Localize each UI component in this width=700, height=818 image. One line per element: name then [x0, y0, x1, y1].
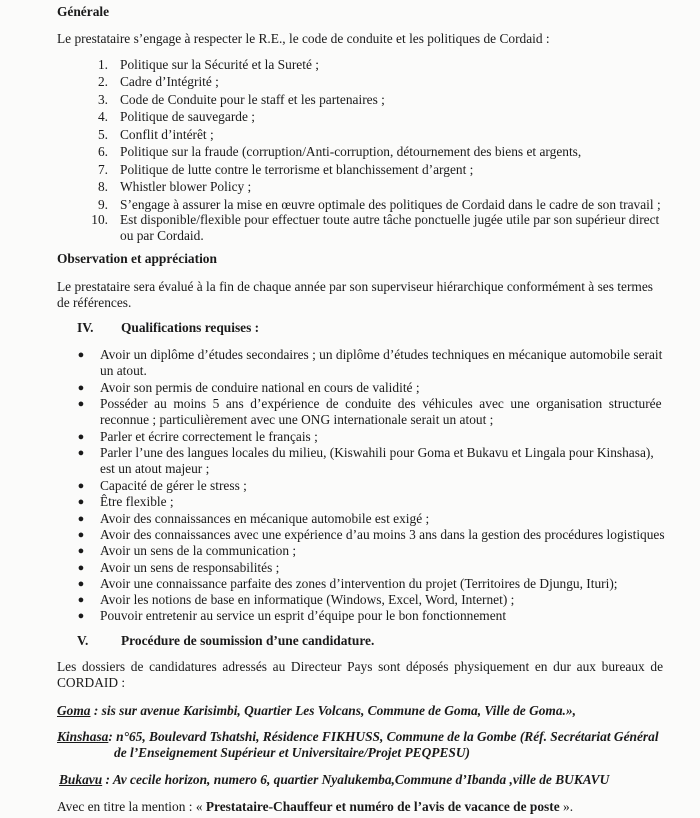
item-text: Avoir une connaissance parfaite des zones d’intervention du projet (Territoires de Djungu, Ituri);	[100, 576, 618, 591]
general-intro: Le prestataire s’engage à respecter le R.E., le code de conduite et les politiques de Cordaid :	[57, 31, 550, 46]
office-address-goma: : sis sur avenue Karisimbi, Quartier Les Volcans, Commune de Goma, Ville de Goma.»,	[90, 703, 576, 718]
item-text: Politique de sauvegarde ;	[120, 109, 255, 124]
item-text: Avoir des connaissances en mécanique automobile est exigé ;	[100, 511, 430, 526]
item-number: 2.	[97, 74, 108, 89]
bullet-icon: ●	[77, 349, 85, 361]
item-text: Avoir des connaissances avec une expérience d’au moins 3 ans dans la gestion des procédures logistiques	[100, 527, 665, 542]
item-text-continuation: ou par Cordaid.	[120, 228, 204, 243]
item-text: Capacité de gérer le stress ;	[100, 478, 247, 493]
bullet-icon: ●	[77, 562, 85, 574]
item-number: 9.	[97, 197, 108, 212]
bullet-icon: ●	[77, 545, 85, 557]
item-number: 3.	[97, 92, 108, 107]
item-text: Avoir un diplôme d’études secondaires ; un diplôme d’études techniques en mécanique automobile serait	[100, 347, 663, 362]
observation-text-line1: Le prestataire sera évalué à la fin de chaque année par son superviseur hiérarchique conformément à ses termes	[57, 279, 653, 294]
item-text-continuation: est un atout majeur ;	[100, 461, 210, 476]
mention-line	[57, 799, 573, 815]
procedure-intro-line1: Les dossiers de candidatures adressés au Directeur Pays sont déposés physiquement en dur aux bureaux de	[57, 659, 664, 674]
office-city-goma: Goma	[57, 703, 91, 718]
item-text: Politique sur la Sécurité et la Sureté ;	[120, 57, 319, 72]
item-text: Politique de lutte contre le terrorisme et blanchissement d’argent ;	[120, 162, 474, 177]
bullet-icon: ●	[77, 513, 85, 525]
office-city-kinshasa: Kinshasa	[57, 729, 109, 744]
item-text: Politique sur la fraude (corruption/Anti-corruption, détournement des biens et argents,	[120, 144, 582, 159]
observation-text-line2: de références.	[57, 295, 132, 310]
item-text: Avoir les notions de base en informatique (Windows, Excel, Word, Internet) ;	[100, 592, 515, 607]
bullet-icon: ●	[77, 447, 85, 459]
observation-heading: Observation et appréciation	[57, 251, 217, 266]
item-text: Whistler blower Policy ;	[120, 179, 252, 194]
item-number: 4.	[97, 109, 108, 124]
item-text-continuation: un atout.	[100, 363, 147, 378]
item-number: 5.	[97, 127, 108, 142]
section-numeral-v: V.	[77, 633, 89, 648]
office-kinshasa	[57, 729, 659, 745]
office-bukavu	[59, 772, 609, 788]
office-city-bukavu: Bukavu	[59, 772, 103, 787]
item-text: Posséder au moins 5 ans d’expérience de conduite des véhicules avec une organisation structurée	[100, 396, 662, 411]
item-number: 8.	[97, 179, 108, 194]
office-address-bukavu: : Av cecile horizon, numero 6, quartier Nyalukemba,Commune d’Ibanda ,ville de BUKAVU	[102, 772, 610, 787]
procedure-intro-line2: CORDAID :	[57, 675, 126, 690]
bullet-icon: ●	[77, 578, 85, 590]
mention-prefix: Avec en titre la mention : «	[57, 799, 206, 814]
office-goma	[57, 703, 576, 719]
item-text: Conflit d’intérêt ;	[120, 127, 214, 142]
procedure-heading: Procédure de soumission d’une candidature.	[121, 633, 375, 648]
bullet-icon: ●	[77, 480, 85, 492]
item-text: Parler et écrire correctement le français ;	[100, 429, 318, 444]
item-text: Cadre d’Intégrité ;	[120, 74, 219, 89]
bullet-icon: ●	[77, 496, 85, 508]
mention-title: Prestataire-Chauffeur et numéro de l’avis de vacance de poste	[205, 799, 560, 814]
item-text: Avoir un sens de responsabilités ;	[100, 560, 280, 575]
mention-suffix: ».	[559, 799, 574, 814]
section-numeral-iv: IV.	[77, 320, 94, 335]
bullet-icon: ●	[77, 610, 85, 622]
item-text: Avoir un sens de la communication ;	[100, 543, 297, 558]
item-number: 10.	[91, 212, 108, 227]
bullet-icon: ●	[77, 398, 85, 410]
qualifications-heading: Qualifications requises :	[121, 320, 260, 335]
item-text: Est disponible/flexible pour effectuer toute autre tâche ponctuelle jugée utile par son supérieur direct	[120, 212, 660, 227]
bullet-icon: ●	[77, 382, 85, 394]
item-number: 7.	[97, 162, 108, 177]
bullet-icon: ●	[77, 529, 85, 541]
item-number: 6.	[97, 144, 108, 159]
item-text: Code de Conduite pour le staff et les partenaires ;	[120, 92, 385, 107]
general-heading: Générale	[57, 4, 110, 19]
item-number: 1.	[97, 57, 108, 72]
item-text: Être flexible ;	[100, 494, 174, 509]
item-text: S’engage à assurer la mise en œuvre optimale des politiques de Cordaid dans le cadre de son travail ;	[120, 197, 661, 212]
item-text: Parler l’une des langues locales du milieu, (Kiswahili pour Goma et Bukavu et Lingala pour Kinshasa),	[100, 445, 654, 460]
item-text: Avoir son permis de conduire national en cours de validité ;	[100, 380, 420, 395]
item-text: Pouvoir entretenir au service un esprit d’équipe pour le bon fonctionnement	[100, 608, 507, 623]
bullet-icon: ●	[77, 431, 85, 443]
bullet-icon: ●	[77, 594, 85, 606]
office-address-kinshasa-line2: de l’Enseignement Supérieur et Universitaire/Projet PEQPESU)	[114, 745, 470, 760]
office-address-kinshasa: : n°65, Boulevard Tshatshi, Résidence FIKHUSS, Commune de la Gombe (Réf. Secrétariat Général	[108, 729, 659, 744]
item-text-continuation: reconnue ; particulièrement avec une ONG internationale serait un atout ;	[100, 412, 494, 427]
